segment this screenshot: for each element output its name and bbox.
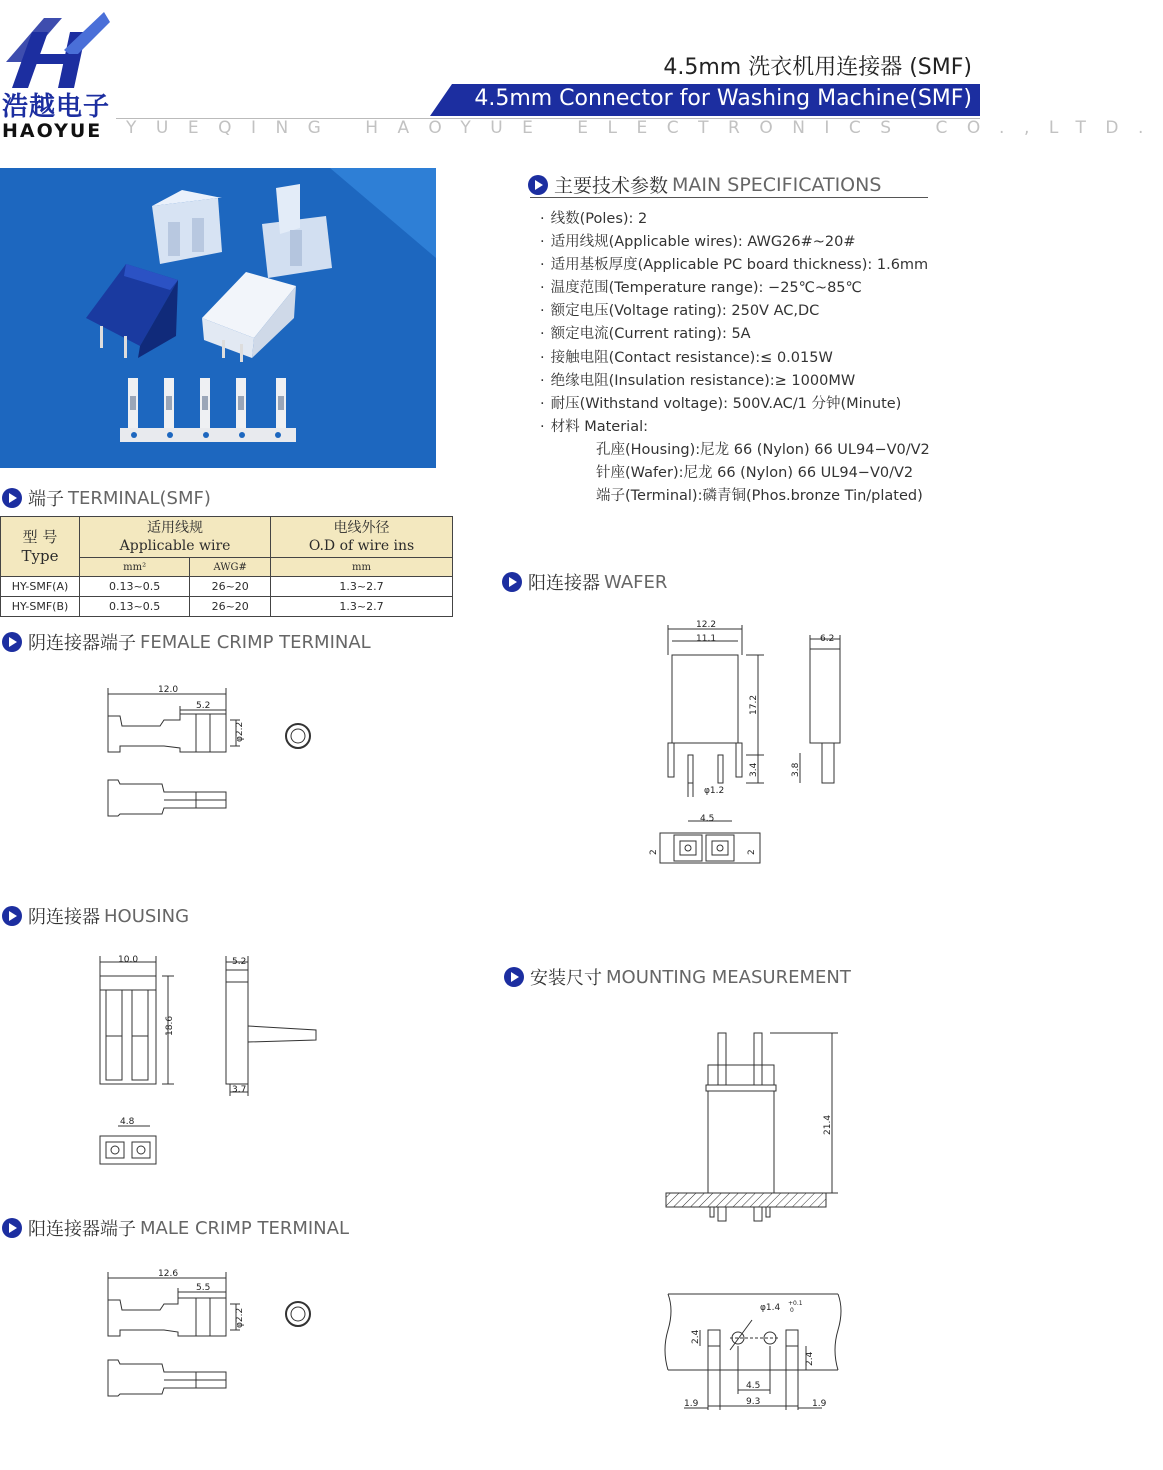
housing-drawing <box>90 950 330 1180</box>
dim-left: 2 <box>649 849 659 855</box>
dim-side-pin: 3.8 <box>791 762 801 777</box>
spec-item: · 绝缘电阻(Insulation resistance):≥ 1000MW <box>540 370 928 393</box>
specs-heading: 主要技术参数 MAIN SPECIFICATIONS <box>528 171 881 198</box>
mounting-pcb-layout-drawing <box>660 1290 850 1420</box>
dim-pin-diameter: φ1.2 <box>704 786 725 796</box>
wafer-drawing <box>640 615 880 875</box>
dim-hole: φ1.4 <box>760 1303 781 1313</box>
material-item: 针座(Wafer):尼龙 66 (Nylon) 66 UL94−V0/V2 <box>596 465 914 482</box>
spec-item: · 接触电阻(Contact resistance):≤ 0.015W <box>540 347 928 370</box>
haoyue-logo-mark <box>4 10 114 92</box>
mounting-side-drawing <box>660 1025 850 1245</box>
company-name: YUEQING HAOYUE ELECTRONICS CO.,LTD. <box>126 118 1163 138</box>
od-header-cell: 电线外径 O.D of wire ins <box>271 517 453 558</box>
page-title-chinese: 4.5mm 洗衣机用连接器 (SMF) <box>663 55 972 80</box>
terminal-strip <box>120 378 296 442</box>
dim-vertical-1: 2.4 <box>691 1329 701 1344</box>
male-terminal-heading: 阳连接器端子 MALE CRIMP TERMINAL <box>2 1215 349 1241</box>
spec-item: · 额定电压(Voltage rating): 250V AC,DC <box>540 300 928 323</box>
play-arrow-icon <box>2 1218 22 1238</box>
mounting-heading: 安装尺寸 MOUNTING MEASUREMENT <box>504 964 851 990</box>
wafer-heading: 阳连接器 WAFER <box>502 569 667 595</box>
spec-list <box>540 208 928 439</box>
dim-side-top: 5.2 <box>232 957 247 967</box>
product-photo <box>0 168 436 468</box>
dim-w2: 11.1 <box>696 634 717 644</box>
female-terminal-heading: 阴连接器端子 FEMALE CRIMP TERMINAL <box>2 629 371 655</box>
dim-pin: 3.4 <box>749 762 759 777</box>
housing-part <box>152 190 222 264</box>
dim-diameter: φ2.2 <box>235 721 245 742</box>
dim-height: 18.6 <box>165 1015 175 1036</box>
dim-side-bottom: 3.7 <box>232 1085 247 1095</box>
female-terminal-drawing <box>100 680 330 820</box>
dim-w1: 12.2 <box>696 620 717 630</box>
white-wafer-part <box>202 272 296 362</box>
dim-width: 10.0 <box>118 955 139 965</box>
table-row: HY-SMF(B) 0.13~0.5 26~20 1.3~2.7 <box>1 597 453 617</box>
spec-item: · 耐压(Withstand voltage): 500V.AC/1 分钟(Minute) <box>540 393 928 416</box>
material-list <box>596 439 930 508</box>
dim-vertical-2: 2.4 <box>805 1351 815 1366</box>
terminal-heading: 端子 TERMINAL(SMF) <box>2 485 211 511</box>
play-arrow-icon <box>2 632 22 652</box>
play-arrow-icon <box>2 488 22 508</box>
table-row: HY-SMF(A) 0.13~0.5 26~20 1.3~2.7 <box>1 577 453 597</box>
specs-heading-underline <box>530 197 928 198</box>
dim-height: 21.4 <box>823 1114 833 1135</box>
dim-pitch: 4.5 <box>746 1381 761 1391</box>
dim-pitch: 4.8 <box>120 1117 135 1127</box>
dim-length: 12.6 <box>158 1269 179 1279</box>
spec-item: · 温度范围(Temperature range): −25℃~85℃ <box>540 277 928 300</box>
spec-item: · 额定电流(Current rating): 5A <box>540 323 928 346</box>
play-arrow-icon <box>504 967 524 987</box>
unit-awg-cell: AWG# <box>190 558 271 577</box>
material-item: 孔座(Housing):尼龙 66 (Nylon) 66 UL94−V0/V2 <box>596 442 930 458</box>
dim-edge-right: 1.9 <box>812 1399 827 1409</box>
dim-crimp: 5.2 <box>196 701 211 711</box>
dim-height: 17.2 <box>749 694 759 715</box>
dim-side: 6.2 <box>820 634 835 644</box>
page-title-english: 4.5mm Connector for Washing Machine(SMF) <box>474 86 972 111</box>
dim-pitch: 4.5 <box>700 814 715 824</box>
dim-edge-left: 1.9 <box>684 1399 699 1409</box>
blue-wafer-part <box>86 264 178 358</box>
dim-span: 9.3 <box>746 1397 761 1407</box>
housing-part-open <box>262 184 332 278</box>
play-arrow-icon <box>528 175 548 195</box>
play-arrow-icon <box>502 572 522 592</box>
dim-hole-tolerance-zero: 0 <box>790 1307 794 1314</box>
male-terminal-drawing <box>100 1264 330 1404</box>
wire-header-cell: 适用线规 Applicable wire <box>80 517 271 558</box>
unit-mm-cell: mm <box>271 558 453 577</box>
spec-item: · 线数(Poles): 2 <box>540 208 928 231</box>
play-arrow-icon <box>2 906 22 926</box>
terminal-spec-table <box>0 516 453 617</box>
spec-item: · 材料 Material: <box>540 416 928 439</box>
logo-english-text: HAOYUE <box>2 120 103 142</box>
logo-chinese-text: 浩越电子 <box>2 92 111 122</box>
dim-right: 2 <box>747 849 757 855</box>
dim-hole-tolerance: +0.1 <box>788 1300 803 1307</box>
type-header-cell: 型 号 Type <box>1 517 80 577</box>
unit-mm2-cell: mm² <box>80 558 190 577</box>
spec-item: · 适用线规(Applicable wires): AWG26#~20# <box>540 231 928 254</box>
product-photo-illustration <box>0 168 436 468</box>
housing-heading: 阴连接器 HOUSING <box>2 903 189 929</box>
material-item: 端子(Terminal):磷青铜(Phos.bronze Tin/plated) <box>596 488 923 505</box>
dim-diameter: φ2.2 <box>235 1307 245 1328</box>
dim-length: 12.0 <box>158 685 179 695</box>
dim-crimp: 5.5 <box>196 1283 211 1293</box>
spec-item: · 适用基板厚度(Applicable PC board thickness): 1.6mm <box>540 254 928 277</box>
